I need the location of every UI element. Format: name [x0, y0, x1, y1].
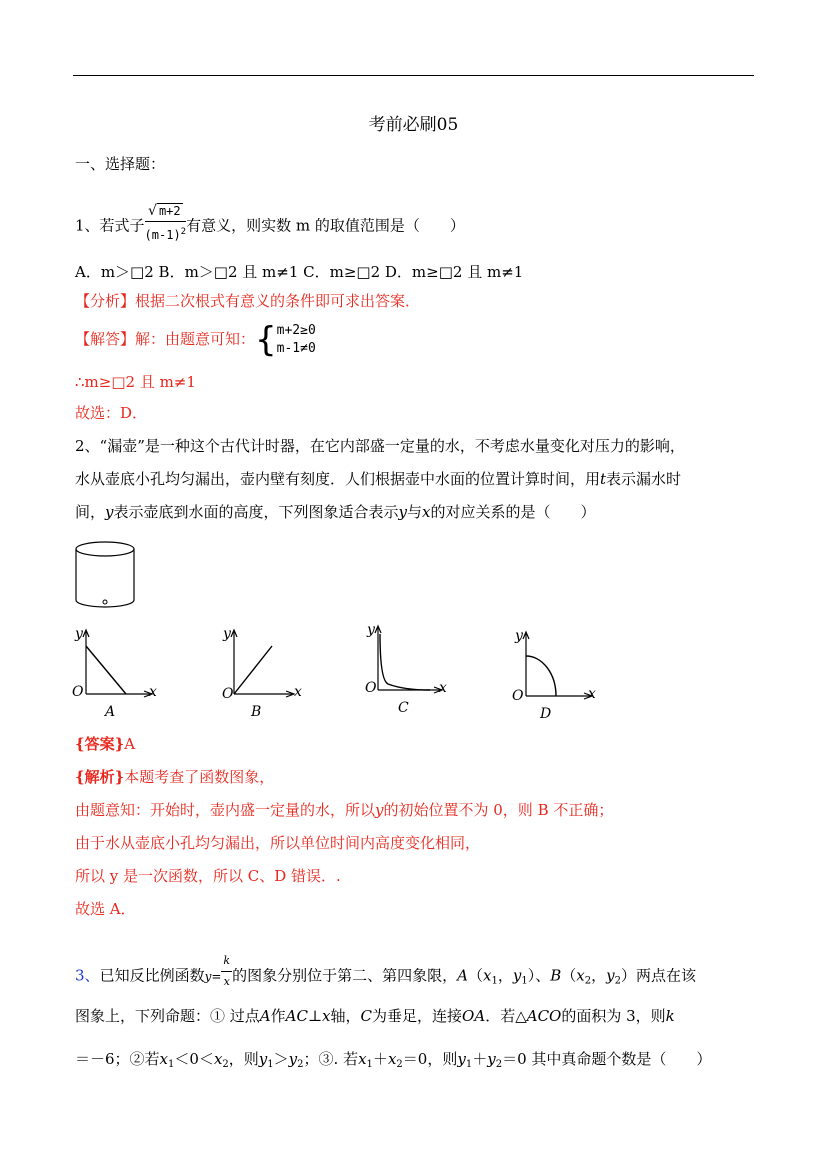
q1-system [277, 322, 316, 358]
q3-separator: 、 [84, 966, 100, 985]
q1-fraction [145, 200, 187, 245]
q3-sub2b: 2 [614, 975, 621, 987]
q1-system-row2: m-1≠0 [276, 341, 316, 356]
q3-l3-x1b: x [358, 1050, 367, 1068]
q3-l3-s2b: 2 [297, 1059, 304, 1070]
q3-l2-aco: ACO [526, 1007, 562, 1025]
q3-point-a: A [457, 966, 468, 985]
q1-power: 2 [180, 227, 187, 237]
q3-line1: 3、已知反比例函数y= $\frac{k}{x}$ 的图象分别位于第二、第四象限，$A(x_1$，$y_1$）、$B(x_2$，$y_2$）两点在该 [75, 961, 696, 992]
graph-b-origin: O [222, 686, 234, 702]
q3-l3b: ＜0＜ [174, 1050, 214, 1068]
q3-l3e: ；③. 若 [303, 1050, 359, 1068]
q3-l3f: ＋ [372, 1050, 388, 1068]
q3-l2d: 轴， [330, 1007, 361, 1025]
q2-answer-label: {答案} [75, 735, 125, 753]
graph-c-label: C [398, 700, 409, 716]
q3-func-k: k [221, 951, 232, 972]
q3-sub1b: 1 [521, 975, 528, 987]
graph-a-label: A [105, 704, 116, 720]
q3-l2-k: k [665, 1007, 675, 1025]
graph-b-label: B [251, 704, 262, 720]
q3-l3-s2d: 2 [495, 1059, 503, 1070]
q3-l3c: ，则 [228, 1050, 259, 1068]
q3-sub1: 1 [491, 975, 498, 987]
q3-point-b: B [550, 966, 562, 985]
q3-l2a: 图象上，下列命题：① 过点 [75, 1007, 260, 1025]
q3-func-y: y [204, 969, 212, 984]
q2-line3-part3: 与 [407, 503, 423, 521]
q1-denominator: (m-1) [144, 228, 181, 242]
q2-line2 [75, 469, 681, 489]
q3-text1: 已知反比例函数 [99, 966, 205, 985]
graph-a-x-label: x [149, 684, 157, 700]
q2-answer [75, 734, 135, 754]
q3-l3-s1: 1 [168, 1059, 175, 1070]
q2-answer-value: A [124, 735, 136, 753]
water-clock-cylinder-figure [74, 540, 138, 612]
q1-sqrt-body: m+2 [158, 204, 181, 218]
q3-l3g: ＝0，则 [402, 1050, 458, 1068]
q1-options: A．m＞□2 B．m＞□2 且 m≠1 C．m≥□2 D．m≥□2 且 m≠1 [75, 263, 524, 281]
page-title: 考前必刷05 [368, 115, 459, 135]
q3-l3f2: ＋ [472, 1050, 488, 1068]
var-x: x [422, 503, 431, 521]
q2-explain-label: {解析} [75, 768, 125, 786]
q2-e1-part1: 由题意知：开始时，壶内盛一定量的水，所以 [75, 801, 376, 819]
graph-d-label: D [540, 706, 552, 722]
graph-b-x-label: x [294, 684, 302, 700]
q3-l2c: AC⊥x [285, 1007, 331, 1025]
q1-system-row1: m+2≥0 [276, 323, 316, 338]
q2-line2-part2: 表示漏水时 [606, 470, 682, 488]
q3-l2e: 为垂足，连接 [372, 1007, 463, 1025]
q3-l2f: ．若△ [485, 1007, 527, 1025]
q3-x1: x [482, 966, 492, 985]
q3-func-fraction [221, 951, 232, 992]
q1-conclusion: ∴m≥□2 且 m≠1 [75, 373, 196, 391]
graph-c [364, 620, 454, 720]
q1-choice: 故选：D． [75, 404, 148, 422]
q2-e1-var-y: y [375, 801, 384, 819]
q3-l3-s1c: 1 [366, 1059, 373, 1070]
q1-stem [75, 203, 465, 245]
q3-l3-s2c: 2 [396, 1059, 403, 1070]
q1-solution-label: 【解答】解：由题意可知： [75, 330, 256, 348]
q3-l3h: ＝0 其中真命题个数是（ ） [502, 1050, 712, 1068]
graph-b-y-label: y [223, 626, 231, 642]
graph-c-x-label: x [439, 680, 447, 696]
q3-l2-point-c: C [360, 1007, 373, 1025]
graph-d-origin: O [512, 688, 524, 704]
q3-l3-x2b: x [387, 1050, 397, 1068]
q3-l2-point-a: A [259, 1007, 271, 1025]
var-y-2: y [398, 503, 407, 521]
q2-line3-part1: 间， [75, 503, 106, 521]
graph-c-origin: O [365, 680, 377, 696]
q3-l3-x1: x [159, 1050, 169, 1068]
q3-l3-y1: y [258, 1050, 268, 1068]
var-y: y [105, 503, 114, 521]
q3-text2: 的图象分别位于第二、第四象限， [232, 966, 458, 985]
q3-l3-y2b: y [487, 1050, 496, 1068]
q2-line2-part1: 水从壶底小孔均匀漏出，壶内壁有刻度．人们根据壶中水面的位置计算时间，用 [75, 470, 601, 488]
q3-l3-s1d: 1 [465, 1059, 473, 1070]
q3-line2 [75, 1006, 675, 1026]
graph-a [74, 624, 164, 724]
q2-explain-text: 本题考查了函数图象， [124, 768, 275, 786]
q2-explain-line1 [75, 800, 613, 820]
q3-l3-x2: x [213, 1050, 223, 1068]
q3-sub2: 2 [584, 975, 592, 987]
brace-icon: { [255, 320, 277, 360]
graph-c-y-label: y [367, 622, 375, 638]
q3-l3-s2: 2 [222, 1059, 229, 1070]
header-rule [73, 75, 754, 76]
q3-l3-y2: y [288, 1050, 298, 1068]
q3-l3d: ＞ [273, 1050, 289, 1068]
graph-d-y-label: y [515, 628, 523, 644]
q3-l2-oa: OA [462, 1007, 486, 1025]
graph-d-x-label: x [588, 686, 596, 702]
q3-text3: 两点在该 [635, 966, 696, 985]
q2-e1-part2: 的初始位置不为 0，则 B 不正确； [383, 801, 614, 819]
q3-line3 [75, 1049, 711, 1069]
graph-d [512, 626, 602, 726]
q2-choice: 故选 A． [75, 900, 136, 918]
section-heading: 一、选择题： [75, 155, 166, 173]
q3-l3a: ＝－6；②若 [75, 1050, 160, 1068]
q1-solution [75, 322, 316, 358]
q2-line3 [75, 502, 596, 522]
graph-a-origin: O [72, 684, 84, 700]
q3-l2b: 作 [270, 1007, 286, 1025]
graph-a-y-label: y [75, 626, 83, 642]
q1-analysis: 【分析】根据二次根式有意义的条件即可求出答案． [75, 292, 421, 310]
q2-explain-line2: 由于水从壶底小孔均匀漏出，所以单位时间内高度变化相同， [75, 834, 481, 852]
q3-l2g: 的面积为 3，则 [561, 1007, 666, 1025]
q3-number: 3 [75, 966, 85, 985]
q3-l3-s1b: 1 [267, 1059, 274, 1070]
q3-l3-y1b: y [457, 1050, 466, 1068]
q3-func-x: x [223, 975, 230, 988]
q3-x2: x [576, 966, 585, 985]
q1-suffix: 有意义，则实数 m 的取值范围是（ ） [186, 216, 465, 235]
q2-line3-part2: 表示壶底到水面的高度，下列图象适合表示 [113, 503, 399, 521]
q2-explain [75, 767, 274, 787]
q1-prefix: 1、若式子 [75, 216, 145, 235]
q3-y1: y [512, 966, 522, 985]
graph-b [222, 624, 312, 724]
var-t: t [600, 470, 607, 488]
q2-line1: 2、“漏壶”是一种这个古代计时器，在它内部盛一定量的水，不考虑水量变化对压力的影响， [75, 437, 685, 455]
q2-explain-line3: 所以 y 是一次函数，所以 C、D 错误．. [75, 867, 341, 885]
q3-y2: y [606, 966, 615, 985]
sqrt-sign: √ m+2 [148, 203, 181, 219]
q2-line3-part4: 的对应关系的是（ ） [430, 503, 596, 521]
